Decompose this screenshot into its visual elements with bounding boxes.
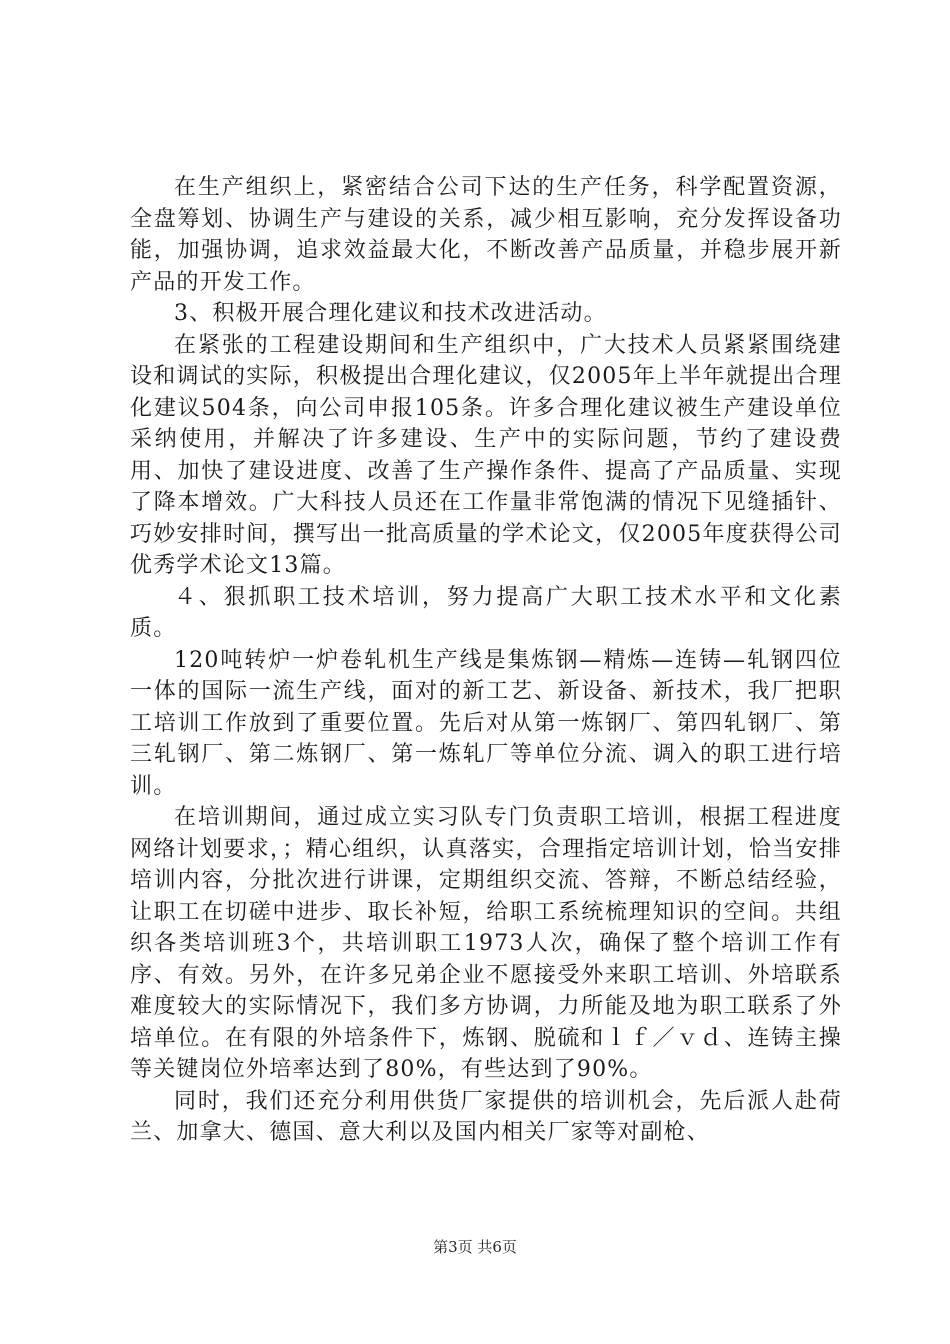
page-number-footer: 第3页 共6页 <box>433 1238 517 1256</box>
paragraph-training-period: 在培训期间，通过成立实习队专门负责职工培训，根据工程进度网络计划要求，；精心组织，认真落实，合理指定培训计划，恰当安排培训内容，分批次进行讲课，定期组织交流、答辩，不断总结经验，让职工在切磋中进步、取长补短，给职工系统梳理知识的空间。共组织各类培训班3个，共培训职工1973人次，确保了整个培训工作有序、有效。另外，在许多兄弟企业不愿接受外来职工培训、外培联系难度较大的实际情况下，我们多方协调，力所能及地为职工联系了外培单位。在有限的外培条件下，炼钢、脱硫和ｌｆ／ｖｄ、连铸主操等关键岗位外培率达到了80%，有些达到了90%。 <box>130 805 842 1082</box>
heading-staff-training: ４、狠抓职工技术培训，努力提高广大职工技术水平和文化素质。 <box>130 584 842 641</box>
document-body <box>130 172 842 1149</box>
paragraph-supplier-training: 同时，我们还充分利用供货厂家提供的培训机会，先后派人赴荷兰、加拿大、德国、意大利以及国内相关厂家等对副枪、 <box>130 1088 842 1145</box>
paragraph-technical-suggestions: 在紧张的工程建设期间和生产组织中，广大技术人员紧紧围绕建设和调试的实际，积极提出合理化建议，仅2005年上半年就提出合理化建议504条，向公司申报105条。许多合理化建议被生产建设单位采纳使用，并解决了许多建设、生产中的实际问题，节约了建设费用、加快了建设进度、改善了生产操作条件、提高了产品质量、实现了降本增效。广大科技人员还在工作量非常饱满的情况下见缝插针、巧妙安排时间，撰写出一批高质量的学术论文，仅2005年度获得公司优秀学术论文13篇。 <box>130 332 842 578</box>
paragraph-production-organization: 在生产组织上，紧密结合公司下达的生产任务，科学配置资源，全盘筹划、协调生产与建设的关系，减少相互影响，充分发挥设备功能，加强协调，追求效益最大化，不断改善产品质量，并稳步展开新产品的开发工作。 <box>130 175 842 295</box>
heading-rationalization-suggestions: 3、积极开展合理化建议和技术改进活动。 <box>174 301 607 326</box>
paragraph-production-line: 120吨转炉一炉卷轧机生产线是集炼钢—精炼—连铸—轧钢四位一体的国际一流生产线，面对的新工艺、新设备、新技术，我厂把职工培训工作放到了重要位置。先后对从第一炼钢厂、第四轧钢厂、第三轧钢厂、第二炼钢厂、第一炼轧厂等单位分流、调入的职工进行培训。 <box>130 647 842 799</box>
